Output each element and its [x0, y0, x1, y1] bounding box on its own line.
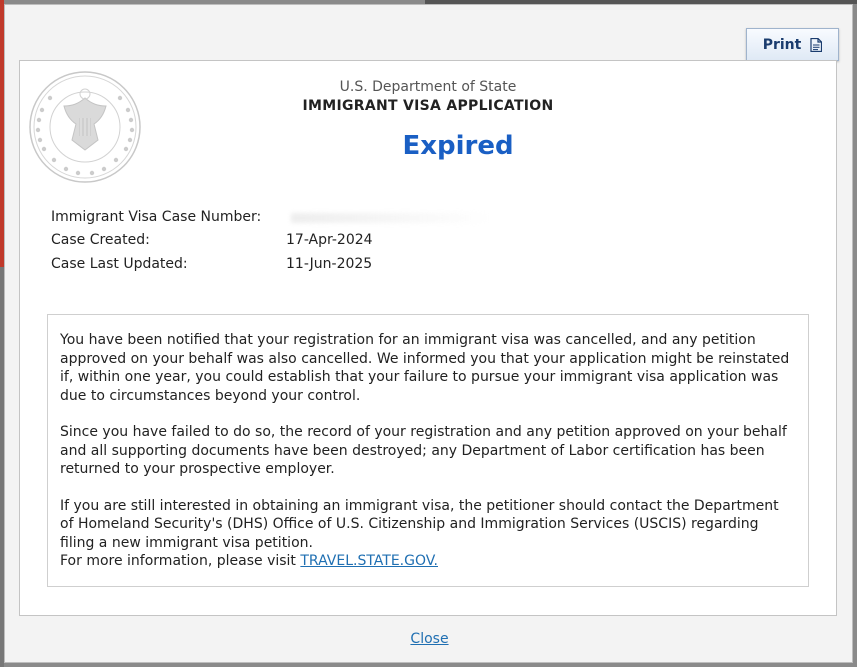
case-status-dialog	[4, 4, 853, 663]
notice-paragraph-3	[60, 497, 796, 571]
case-created-value: 17-Apr-2024	[286, 232, 373, 248]
application-title: IMMIGRANT VISA APPLICATION	[302, 98, 554, 114]
case-number-label: Immigrant Visa Case Number:	[51, 209, 262, 225]
department-name: U.S. Department of State	[339, 79, 517, 95]
case-created-label: Case Created:	[51, 232, 150, 248]
travel-state-gov-link[interactable]: TRAVEL.STATE.GOV.	[300, 553, 438, 569]
case-details-panel	[19, 60, 837, 616]
print-label: Print	[762, 36, 802, 53]
case-status: Expired	[402, 131, 514, 161]
case-updated-label: Case Last Updated:	[51, 256, 188, 272]
print-button[interactable]	[746, 28, 839, 61]
notice-paragraph-2: Since you have failed to do so, the record of your registration and any petition approved on your behalf and all supporting documents have been destroyed; any Department of Labor certification has been returned to your prospective employer.	[60, 424, 787, 477]
more-info-prefix: For more information, please visit	[60, 553, 301, 569]
case-updated-value: 11-Jun-2025	[286, 256, 373, 272]
notice-paragraph-3-text: If you are still interested in obtaining an immigrant visa, the petitioner should contact the Department of Homeland Security's (DHS) Office of U.S. Citizenship and Immigration Services (USCIS) regarding filing a new immigrant visa petition.	[60, 497, 779, 551]
close-link-container	[5, 631, 854, 647]
expiration-notice	[47, 314, 809, 587]
redacted-case-number	[291, 213, 491, 223]
notice-paragraph-1: You have been notified that your registration for an immigrant visa was cancelled, and any petition approved on your behalf was also cancelled. We informed you that your application might be reinstated if, within one year, you could establish that your failure to pursue your immigrant visa application was due to circumstances beyond your control.	[60, 332, 790, 404]
document-icon	[810, 38, 822, 52]
close-link[interactable]: Close	[410, 631, 449, 647]
